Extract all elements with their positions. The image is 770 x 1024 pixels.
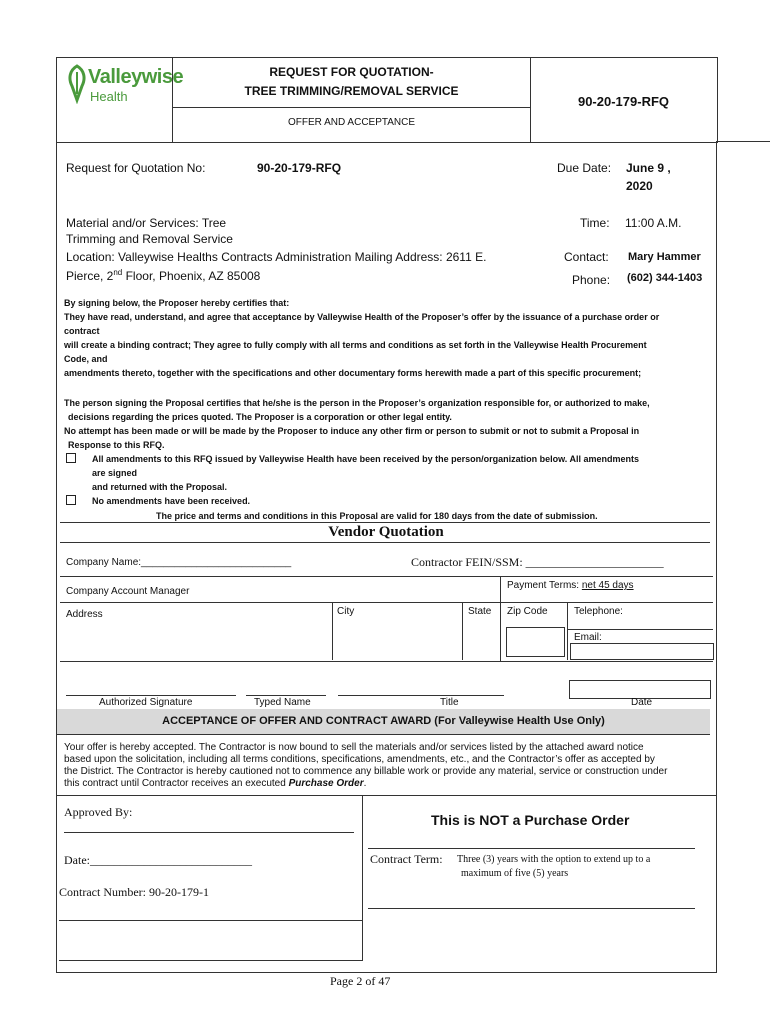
due-date-value-2: 2020: [626, 179, 653, 193]
company-name-field[interactable]: Company Name:___________________________: [66, 557, 292, 568]
valleywise-logo-icon: [66, 64, 88, 104]
vendor-rule-3: [60, 602, 713, 603]
acceptance-line-2: based upon the solicitation, including all terms conditions, specifications, amendments, etc., and the Contractor’s offer as accepted by: [64, 754, 655, 765]
vendor-heading-rule: [60, 542, 710, 543]
phone-label: Phone:: [572, 273, 611, 287]
logo-text: Valleywise: [88, 66, 184, 88]
approved-by-line: [64, 832, 354, 833]
certify-p2-l2: decisions regarding the prices quoted. The Proposer is a corporation or other legal entity.: [68, 412, 452, 422]
certify-validity: The price and terms and conditions in this Proposal are valid for 180 days from the date of submission.: [156, 511, 598, 521]
certify-chk1-l2: are signed: [92, 468, 138, 478]
body-left-border: [56, 141, 57, 973]
certify-intro: By signing below, the Proposer hereby certifies that:: [64, 298, 290, 308]
certify-chk1-l1: All amendments to this RFQ issued by Valleywise Health have been received by the person/organization below. All amendments: [92, 454, 639, 464]
rfq-value: 90-20-179-RFQ: [257, 161, 342, 175]
contact-value: Mary Hammer: [628, 251, 701, 263]
certify-p1-l2: contract: [64, 326, 100, 336]
approved-by-label: Approved By:: [64, 805, 133, 819]
typed-name-label: Typed Name: [254, 697, 311, 708]
city-field[interactable]: City: [337, 606, 355, 617]
address-field[interactable]: Address: [66, 609, 103, 620]
lower-divider: [362, 795, 363, 961]
lower-bottom-rule: [59, 960, 362, 961]
due-date-label: Due Date:: [557, 161, 612, 175]
sig-line: [66, 695, 236, 696]
page-top-rule: [716, 141, 770, 142]
account-manager-field[interactable]: Company Account Manager: [66, 586, 190, 597]
acceptance-rule: [57, 795, 717, 796]
date-field[interactable]: Date:___________________________: [64, 853, 252, 867]
header-divider-mid: [172, 107, 531, 108]
title-subtitle: OFFER AND ACCEPTANCE: [287, 117, 416, 128]
vendor-rule-2: [60, 576, 713, 577]
telephone-field[interactable]: Telephone:: [574, 606, 623, 617]
time-label: Time:: [580, 216, 610, 230]
contact-label: Contact:: [564, 250, 609, 264]
telephone-rule: [567, 629, 713, 630]
contract-term-label: Contract Term:: [370, 852, 443, 866]
state-left-border: [462, 602, 463, 660]
certify-p1-l5: amendments thereto, together with the specifications and other documentary forms herewith made a part of this specific procurement;: [64, 368, 642, 378]
page-number: Page 2 of 47: [330, 974, 391, 988]
logo-subtext: Health: [90, 89, 128, 104]
contract-number-rule: [59, 920, 362, 921]
body-bottom-border: [56, 972, 717, 973]
email-label: Email:: [574, 632, 602, 643]
certify-p1-l3: will create a binding contract; They agree to fully comply with all terms and conditions as set forth in the Valleywise Health Procurement: [64, 340, 647, 350]
typed-name-line: [246, 695, 326, 696]
contract-number: Contract Number: 90-20-179-1: [59, 885, 209, 899]
not-po-notice: This is NOT a Purchase Order: [431, 812, 630, 828]
due-date-value-1: June 9 ,: [626, 161, 671, 175]
acceptance-line-3: the District. The Contractor is hereby cautioned not to commence any billable work or provide any material, service or construction under: [64, 766, 668, 777]
email-input[interactable]: [570, 643, 714, 660]
contract-term-line-1: Three (3) years with the option to extend up to a: [457, 854, 651, 865]
contract-term-rule: [368, 908, 695, 909]
zip-input[interactable]: [506, 627, 565, 657]
fein-field[interactable]: Contractor FEIN/SSM: _______________________: [411, 555, 664, 569]
title-label: Title: [440, 697, 459, 708]
date-label: Date: [631, 697, 653, 708]
certify-p1-l1: They have read, understand, and agree that acceptance by Valleywise Health of the Proposer’s offer by the issuance of a purchase order or: [64, 312, 660, 322]
material-line-1: Material and/or Services: Tree: [66, 216, 227, 230]
payment-left-border: [500, 576, 501, 661]
location-line-2: Pierce, 2nd Floor, Phoenix, AZ 85008: [66, 268, 261, 283]
certify-p2-l1: The person signing the Proposal certifies that he/she is the person in the Proposer’s organization responsible for, or authorized to make,: [64, 398, 650, 408]
vendor-top-rule: [60, 522, 710, 523]
certify-p2-l3: No attempt has been made or will be made by the Proposer to induce any other firm or person to submit or not to submit a Proposal in: [64, 426, 640, 436]
title-line: [338, 695, 504, 696]
title-line-2: TREE TRIMMING/REMOVAL SERVICE: [244, 84, 459, 98]
city-left-border: [332, 602, 333, 660]
body-right-border: [716, 141, 717, 973]
location-line-1: Location: Valleywise Healths Contracts Administration Mailing Address: 2611 E.: [66, 250, 487, 264]
vendor-rule-4: [60, 661, 713, 662]
certify-chk2: No amendments have been received.: [92, 496, 251, 506]
vendor-heading: Vendor Quotation: [328, 524, 444, 540]
title-line-1: REQUEST FOR QUOTATION-: [269, 65, 434, 79]
phone-value: (602) 344-1403: [627, 272, 703, 284]
acceptance-line-1: Your offer is hereby accepted. The Contractor is now bound to sell the materials and/or services listed by the attached award notice: [64, 742, 644, 753]
time-value: 11:00 A.M.: [625, 216, 682, 230]
telephone-left-border: [567, 602, 568, 660]
rfq-number-header: 90-20-179-RFQ: [577, 94, 670, 109]
certify-p2-l4: Response to this RFQ.: [68, 440, 165, 450]
material-line-2: Trimming and Removal Service: [66, 232, 233, 246]
not-po-rule: [368, 848, 695, 849]
payment-terms: Payment Terms: net 45 days: [507, 580, 634, 591]
acceptance-band-rule: [57, 734, 710, 735]
state-field[interactable]: State: [468, 606, 492, 617]
valleywise-logo: [66, 64, 184, 104]
sig-label: Authorized Signature: [99, 697, 193, 708]
certify-chk1-l3: and returned with the Proposal.: [92, 482, 228, 492]
certify-p1-l4: Code, and: [64, 354, 108, 364]
rfq-label: Request for Quotation No:: [66, 161, 206, 175]
checkbox-icon[interactable]: [66, 495, 76, 505]
zip-label: Zip Code: [507, 606, 548, 617]
checkbox-icon[interactable]: [66, 453, 76, 463]
contract-term-line-2: maximum of five (5) years: [461, 868, 569, 879]
acceptance-line-4: this contract until Contractor receives an executed Purchase Order.: [64, 778, 367, 789]
acceptance-heading: ACCEPTANCE OF OFFER AND CONTRACT AWARD (For Valleywise Health Use Only): [162, 715, 605, 727]
